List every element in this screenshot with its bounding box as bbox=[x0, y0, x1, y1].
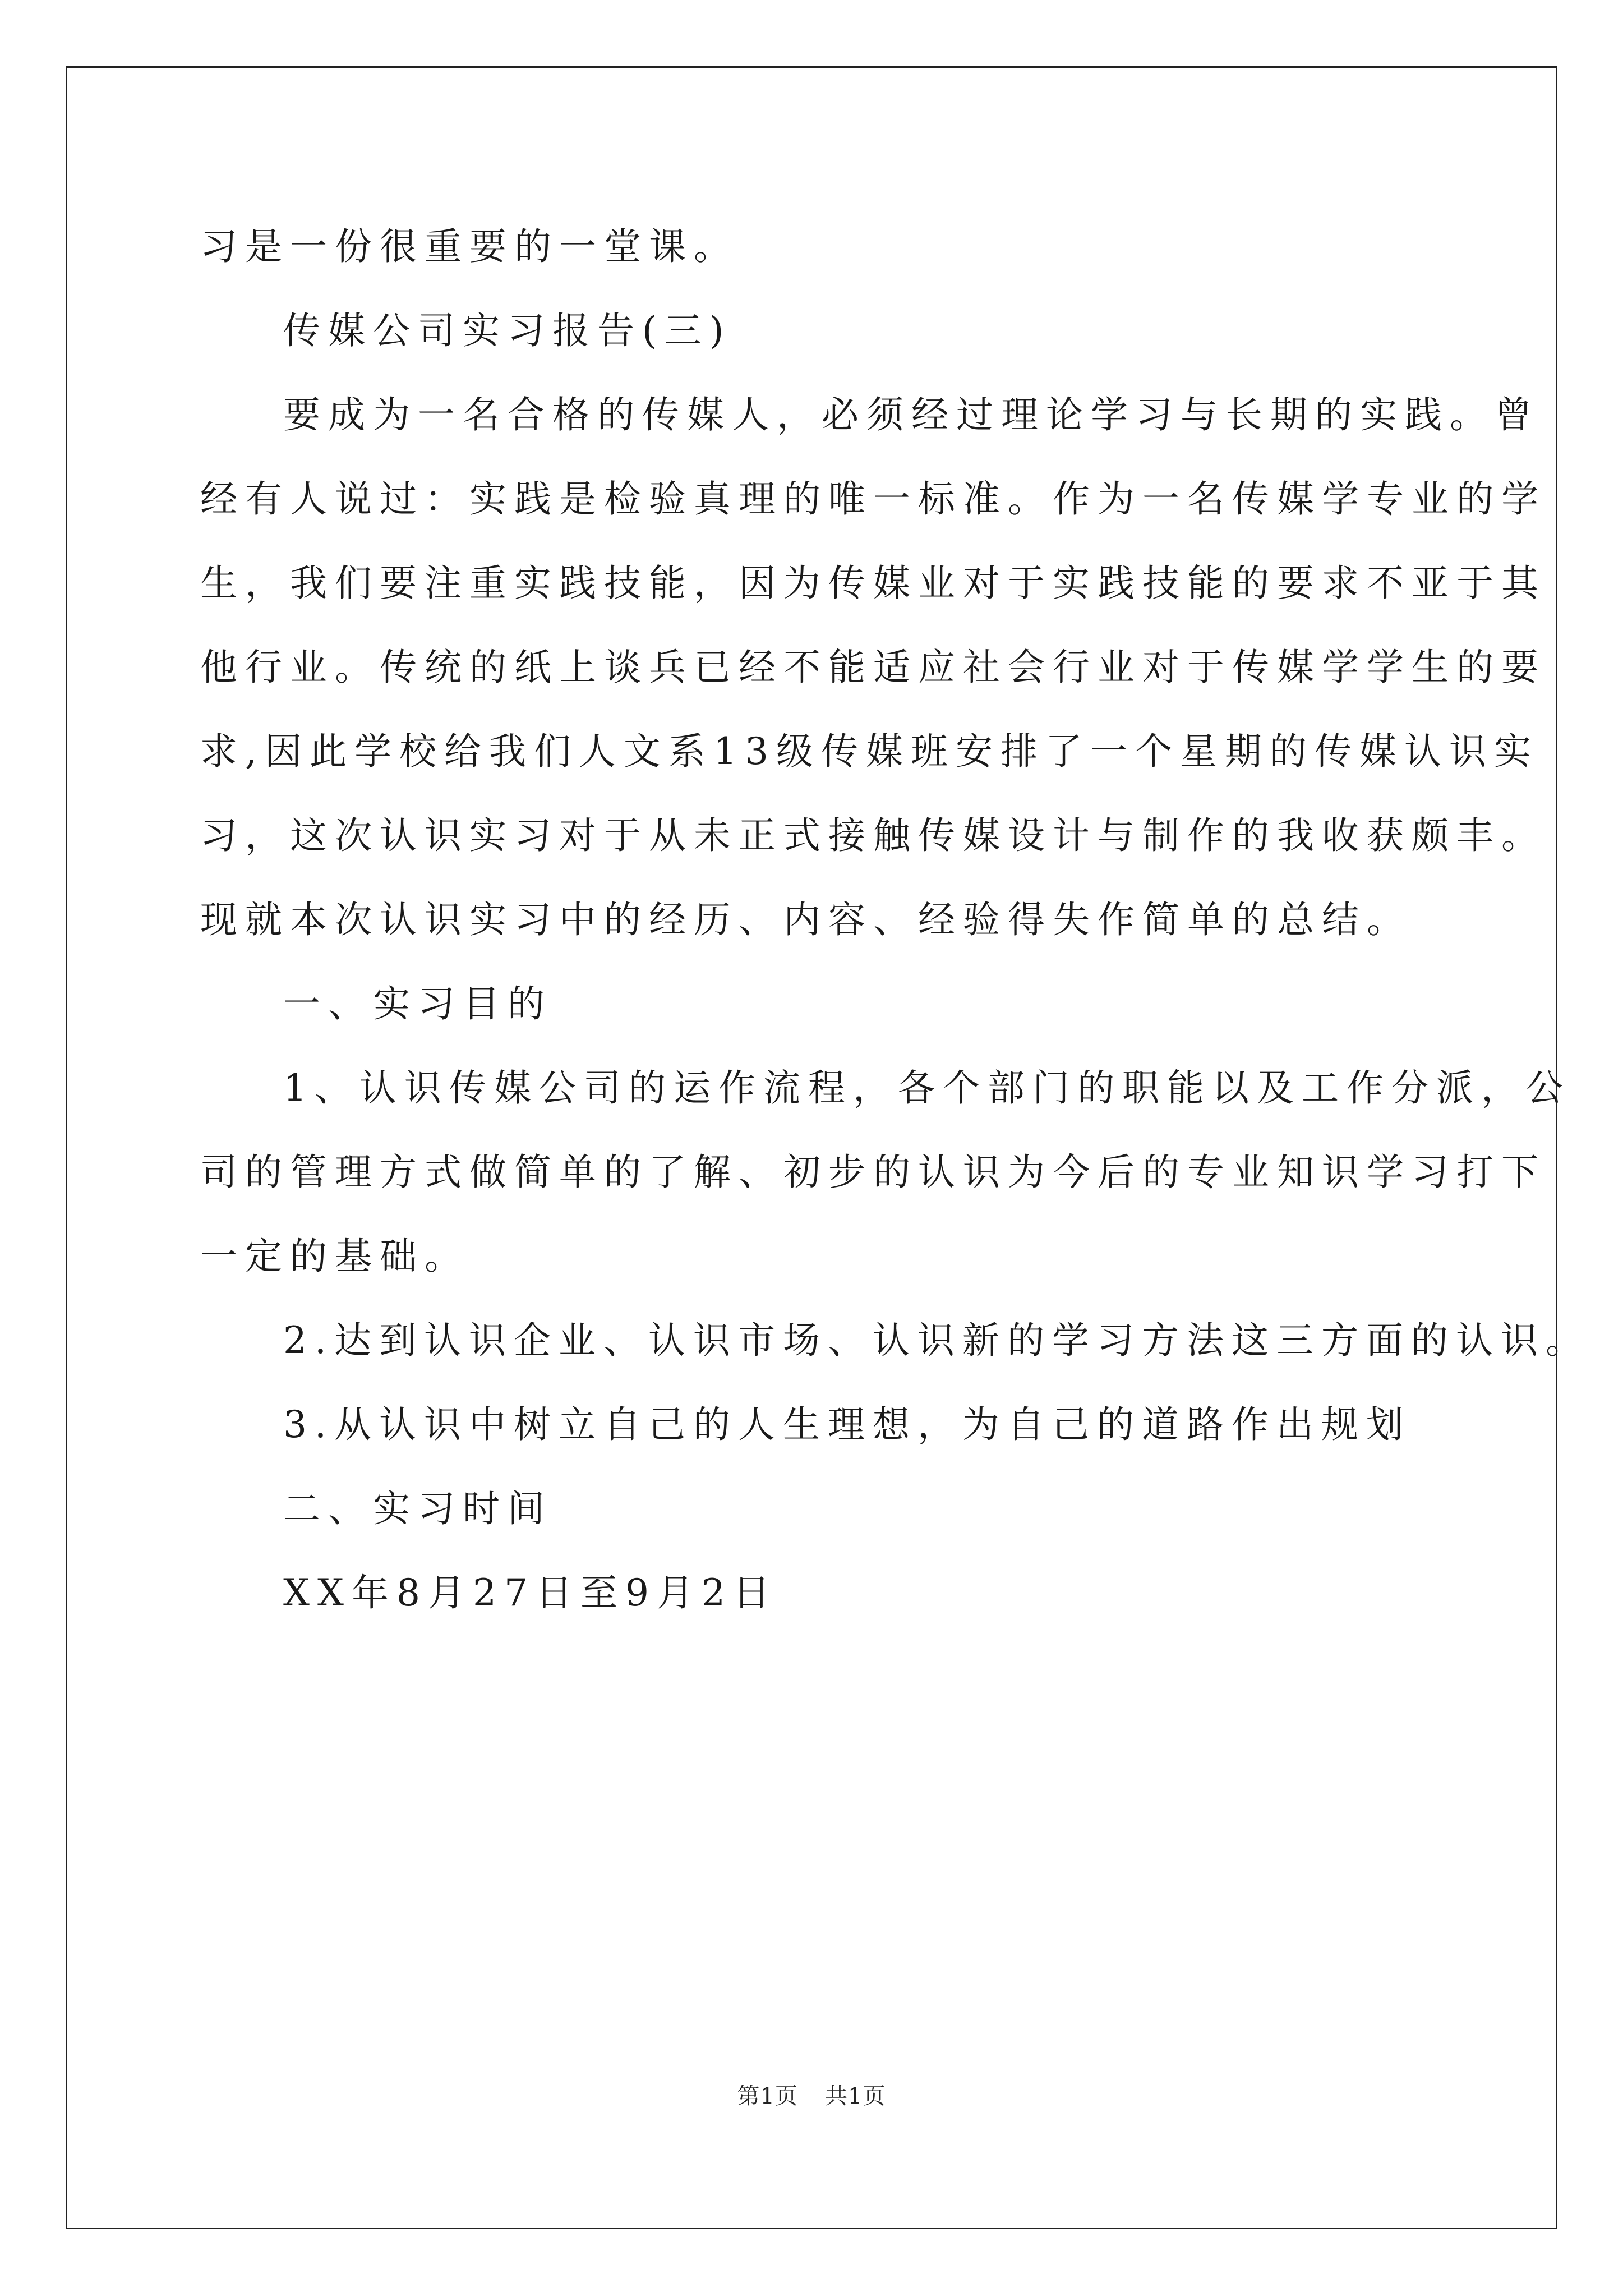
paragraph-line: 经有人说过：实践是检验真理的唯一标准。作为一名传媒学专业的学 bbox=[200, 477, 1546, 521]
paragraph-line: 现就本次认识实习中的经历、内容、经验得失作简单的总结。 bbox=[200, 898, 1412, 941]
page-number: 第1页 bbox=[737, 2083, 798, 2109]
section-heading: 二、实习时间 bbox=[283, 1487, 552, 1530]
section-heading: 一、实习目的 bbox=[283, 982, 552, 1025]
paragraph-line: 司的管理方式做简单的了解、初步的认识为今后的专业知识学习打下 bbox=[200, 1151, 1546, 1194]
page-border bbox=[66, 66, 1557, 2229]
paragraph-line: XX年8月27日至9月2日 bbox=[283, 1571, 778, 1614]
paragraph-line: 他行业。传统的纸上谈兵已经不能适应社会行业对于传媒学学生的要 bbox=[200, 646, 1546, 689]
section-title: 传媒公司实习报告(三) bbox=[283, 309, 732, 352]
paragraph-line: 3.从认识中树立自己的人生理想，为自己的道路作出规划 bbox=[283, 1403, 1411, 1446]
paragraph-line: 生，我们要注重实践技能，因为传媒业对于实践技能的要求不亚于其 bbox=[200, 562, 1546, 605]
page-total: 共1页 bbox=[825, 2083, 886, 2109]
paragraph-line: 要成为一名合格的传媒人，必须经过理论学习与长期的实践。曾 bbox=[283, 393, 1539, 436]
page-footer bbox=[0, 2082, 1623, 2110]
paragraph-line: 习是一份很重要的一堂课。 bbox=[200, 225, 739, 268]
paragraph-line: 一定的基础。 bbox=[200, 1235, 469, 1278]
paragraph-line: 习，这次认识实习对于从未正式接触传媒设计与制作的我收获颇丰。 bbox=[200, 814, 1546, 857]
paragraph-line: 1、认识传媒公司的运作流程，各个部门的职能以及工作分派，公 bbox=[283, 1066, 1571, 1110]
paragraph-line: 2.达到认识企业、认识市场、认识新的学习方法这三方面的认识。 bbox=[283, 1319, 1590, 1362]
paragraph-line: 求,因此学校给我们人文系13级传媒班安排了一个星期的传媒认识实 bbox=[200, 730, 1539, 773]
